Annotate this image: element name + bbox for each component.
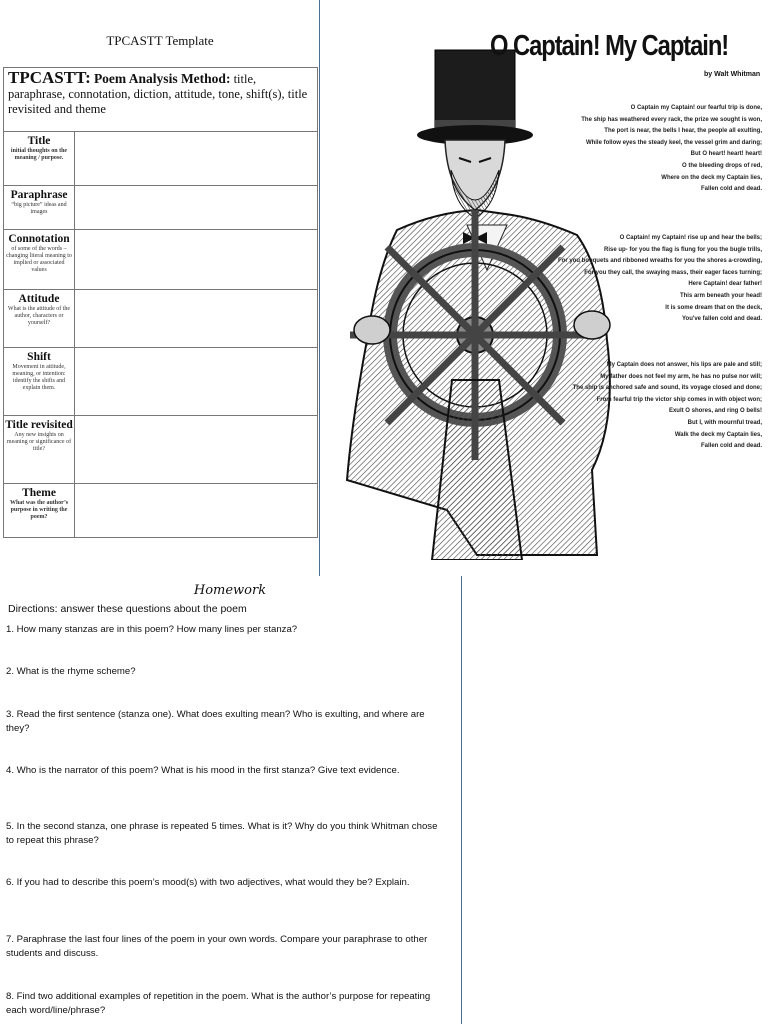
tpcastt-row-attitude bbox=[4, 290, 318, 348]
poem-title: O Captain! My Captain! bbox=[490, 30, 729, 62]
poem-line: This arm beneath your head! bbox=[679, 292, 762, 299]
poem-line: Fallen cold and dead. bbox=[700, 186, 762, 193]
answer-cell-paraphrase[interactable] bbox=[75, 186, 318, 230]
homework-directions: Directions: answer these questions about the poem bbox=[8, 603, 247, 615]
row-description: of some of the words – changing literal meaning to implied or associated values bbox=[6, 246, 72, 273]
row-description: What was the author’s purpose in writing the poem? bbox=[9, 500, 69, 520]
poem-line: Exult O shores, and ring O bells! bbox=[668, 408, 762, 415]
poem-line: For you they call, the swaying mass, their eager faces turning; bbox=[584, 269, 762, 276]
template-title: TPCASTT Template bbox=[106, 33, 214, 48]
question-6: 6. If you had to describe this poem’s mood(s) with two adjectives, what would they be? Explain. bbox=[6, 877, 410, 888]
poem-line: O Captain my Captain! our fearful trip is done, bbox=[630, 105, 762, 111]
poem-line: But O heart! heart! heart! bbox=[690, 151, 762, 158]
question-5: 5. In the second stanza, one phrase is repeated 5 times. What is it? Why do you think Whitman chose to repeat this phrase? bbox=[6, 821, 438, 846]
tpcastt-header-row bbox=[4, 68, 318, 132]
poem-stanza-3 bbox=[532, 360, 762, 453]
question-1: 1. How many stanzas are in this poem? How many lines per stanza? bbox=[6, 624, 298, 635]
row-label: Theme bbox=[22, 487, 56, 499]
row-description: “big picture” ideas and images bbox=[11, 202, 67, 215]
poem-line: For you bouquets and ribboned wreaths for you the shores a-crowding, bbox=[557, 258, 762, 265]
tpcastt-row-connotation bbox=[4, 230, 318, 290]
header-description: title, paraphrase, connotation, diction, attitude, tone, shift(s), title revisited and theme bbox=[8, 72, 308, 116]
row-description: Movement in attitude, meaning, or intention: identify the shifts and explain them. bbox=[12, 364, 66, 391]
question-7: 7. Paraphrase the last four lines of the poem in your own words. Compare your paraphrase to other students and discuss. bbox=[6, 934, 428, 959]
poem-line: From fearful trip the victor ship comes in with object won; bbox=[596, 396, 762, 403]
poem-stanza-1 bbox=[532, 103, 762, 196]
tpcastt-row-theme bbox=[4, 484, 318, 538]
tpcastt-table bbox=[3, 67, 318, 538]
homework-divider bbox=[461, 576, 462, 1024]
question-3: 3. Read the first sentence (stanza one). What does exulting mean? Who is exulting, and where are they? bbox=[6, 709, 425, 734]
poem-line: You've fallen cold and dead. bbox=[682, 316, 762, 323]
row-label: Connotation bbox=[8, 233, 70, 245]
poem-line: Where on the deck my Captain lies, bbox=[661, 174, 762, 181]
poem-line: O the bleeding drops of red, bbox=[681, 162, 762, 169]
header-method: Poem Analysis Method: bbox=[93, 71, 231, 86]
poem-line: The ship is anchored safe and sound, its voyage closed and done; bbox=[572, 385, 762, 392]
poem-line: Rise up- for you the flag is flung for you the bugle trills, bbox=[603, 246, 762, 253]
poem-line: My Captain does not answer, his lips are pale and still; bbox=[606, 362, 762, 368]
answer-cell-title-revisited[interactable] bbox=[75, 416, 318, 484]
poem-line: While follow eyes the steady keel, the vessel grim and daring; bbox=[585, 139, 762, 146]
question-8: 8. Find two additional examples of repetition in the poem. What is the author’s purpose for repeating each word/line/phrase? bbox=[6, 991, 431, 1016]
answer-cell-shift[interactable] bbox=[75, 348, 318, 416]
poem-line: Fallen cold and dead. bbox=[700, 443, 762, 450]
row-description: Any new insights on meaning or significance of title? bbox=[6, 432, 72, 452]
tpcastt-row-title bbox=[4, 132, 318, 186]
header-acronym: TPCASTT: bbox=[8, 68, 91, 87]
row-label: Shift bbox=[27, 351, 51, 363]
tpcastt-row-title-revisited bbox=[4, 416, 318, 484]
poem-stanza-2 bbox=[532, 233, 762, 326]
answer-cell-theme[interactable] bbox=[75, 484, 318, 538]
poem-line: But I, with mournful tread, bbox=[687, 419, 762, 426]
answer-cell-title[interactable] bbox=[75, 132, 318, 186]
question-2: 2. What is the rhyme scheme? bbox=[6, 666, 136, 677]
poem-line: My father does not feel my arm, he has no pulse nor will; bbox=[600, 373, 762, 380]
tpcastt-row-shift bbox=[4, 348, 318, 416]
question-4: 4. Who is the narrator of this poem? What is his mood in the first stanza? Give text evidence. bbox=[6, 765, 400, 776]
row-label: Paraphrase bbox=[10, 189, 68, 201]
homework-title: Homework bbox=[193, 583, 267, 598]
poem-line: O Captain! my Captain! rise up and hear the bells; bbox=[619, 235, 762, 241]
answer-cell-connotation[interactable] bbox=[75, 230, 318, 290]
row-description: What is the attitude of the author, characters or yourself? bbox=[7, 306, 71, 326]
answer-cell-attitude[interactable] bbox=[75, 290, 318, 348]
poem-line: Walk the deck my Captain lies, bbox=[674, 431, 762, 438]
poem-line: The ship has weathered every rack, the prize we sought is won, bbox=[581, 116, 762, 123]
poem-author: by Walt Whitman bbox=[704, 71, 761, 78]
poem-line: The port is near, the bells I hear, the people all exulting, bbox=[604, 128, 762, 135]
column-divider bbox=[319, 0, 320, 576]
row-description: initial thoughts on the meaning / purpose. bbox=[10, 148, 68, 161]
row-label: Title bbox=[27, 135, 51, 147]
row-label: Attitude bbox=[18, 293, 60, 305]
tpcastt-row-paraphrase bbox=[4, 186, 318, 230]
poem-line: It is some dream that on the deck, bbox=[665, 304, 762, 311]
poem-line: Here Captain! dear father! bbox=[688, 281, 762, 288]
row-label: Title revisited bbox=[5, 419, 73, 431]
